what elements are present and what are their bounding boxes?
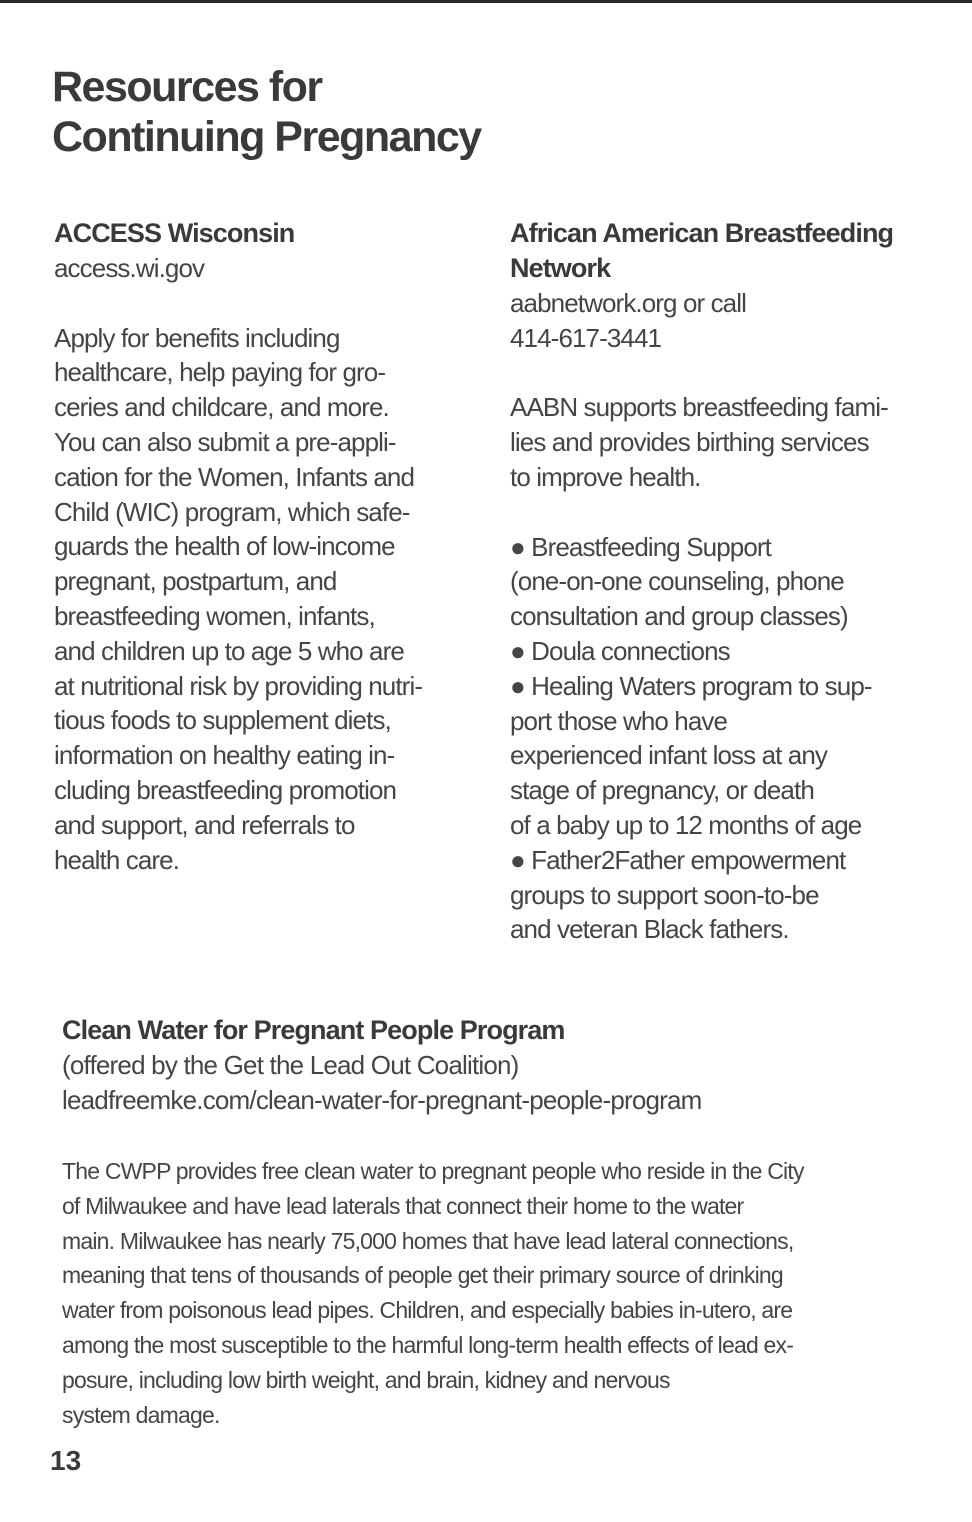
cwpp-description (62, 1154, 922, 1432)
description-line: posure, including low birth weight, and brain, kidney and nervous (62, 1366, 670, 1393)
cwpp-section (62, 1013, 922, 1432)
description-line: Apply for benefits including (54, 322, 340, 353)
description-line: meaning that tens of thousands of people get their primary source of drinking (62, 1262, 783, 1289)
list-item: consultation and group classes) (510, 601, 848, 632)
list-item: (one-on-one counseling, phone (510, 566, 844, 597)
description-line: healthcare, help paying for gro- (54, 357, 386, 388)
access-wisconsin-description (54, 321, 474, 878)
description-line: water from poisonous lead pipes. Children, and especially babies in-utero, are (62, 1297, 793, 1324)
description-line: You can also submit a pre-appli- (54, 426, 396, 457)
description-line: at nutritional risk by providing nutri- (54, 670, 423, 701)
description-line: information on healthy eating in- (54, 740, 395, 771)
description-line: main. Milwaukee has nearly 75,000 homes that have lead lateral connections, (62, 1227, 794, 1254)
list-item: ● Breastfeeding Support (510, 531, 771, 562)
list-item: stage of pregnancy, or death (510, 775, 814, 806)
aabn-heading-line: Network (510, 253, 611, 283)
aabn-phone[interactable]: 414-617-3441 (510, 322, 662, 353)
list-item: experienced infant loss at any (510, 740, 827, 771)
page-number: 13 (50, 1445, 82, 1476)
description-line: among the most susceptible to the harmful long-term health effects of lead ex- (62, 1331, 794, 1358)
access-wisconsin-heading: ACCESS Wisconsin (54, 218, 295, 248)
cwpp-offered-by: (offered by the Get the Lead Out Coalition) (62, 1050, 519, 1080)
aabn-heading (510, 216, 930, 286)
description-line: guards the health of low-income (54, 531, 395, 562)
description-line: tious foods to supplement diets, (54, 705, 391, 736)
cwpp-url[interactable]: leadfreemke.com/clean-water-for-pregnant-people-program (62, 1085, 702, 1115)
description-line: The CWPP provides free clean water to pregnant people who reside in the City (62, 1158, 804, 1184)
page-title-line: Continuing Pregnancy (52, 113, 481, 161)
list-item: ● Doula connections (510, 635, 730, 666)
description-line: to improve health. (510, 461, 701, 492)
aabn-section (510, 216, 930, 947)
list-item: groups to support soon-to-be (510, 879, 819, 910)
access-wisconsin-section (54, 216, 474, 877)
aabn-description (510, 390, 930, 494)
aabn-heading-line: African American Breastfeeding (510, 218, 894, 248)
description-line: lies and provides birthing services (510, 427, 869, 458)
description-line: system damage. (62, 1401, 220, 1428)
list-item: ● Father2Father empowerment (510, 844, 846, 875)
url-text[interactable]: access.wi.gov (54, 253, 205, 283)
aabn-url-line[interactable]: aabnetwork.org or call (510, 288, 746, 318)
aabn-contact (510, 286, 930, 356)
list-item: of a baby up to 12 months of age (510, 809, 862, 840)
top-border (0, 0, 972, 3)
description-line: breastfeeding women, infants, (54, 600, 375, 631)
list-item: and veteran Black fathers. (510, 914, 789, 945)
aabn-services-list (510, 530, 930, 948)
description-line: pregnant, postpartum, and (54, 566, 337, 597)
description-line: AABN supports breastfeeding fami- (510, 392, 888, 423)
cwpp-heading: Clean Water for Pregnant People Program (62, 1015, 565, 1045)
access-wisconsin-url[interactable] (54, 251, 474, 286)
list-item: port those who have (510, 705, 728, 736)
description-line: Child (WIC) program, which safe- (54, 496, 410, 527)
description-line: cluding breastfeeding promotion (54, 774, 397, 805)
description-line: cation for the Women, Infants and (54, 461, 415, 492)
description-line: health care. (54, 844, 180, 875)
description-line: and support, and referrals to (54, 809, 355, 840)
page-title (52, 62, 481, 162)
description-line: ceries and childcare, and more. (54, 392, 389, 423)
page-title-line: Resources for (52, 63, 322, 111)
description-line: of Milwaukee and have lead laterals that connect their home to the water (62, 1192, 744, 1219)
list-item: ● Healing Waters program to sup- (510, 670, 872, 701)
description-line: and children up to age 5 who are (54, 635, 404, 666)
